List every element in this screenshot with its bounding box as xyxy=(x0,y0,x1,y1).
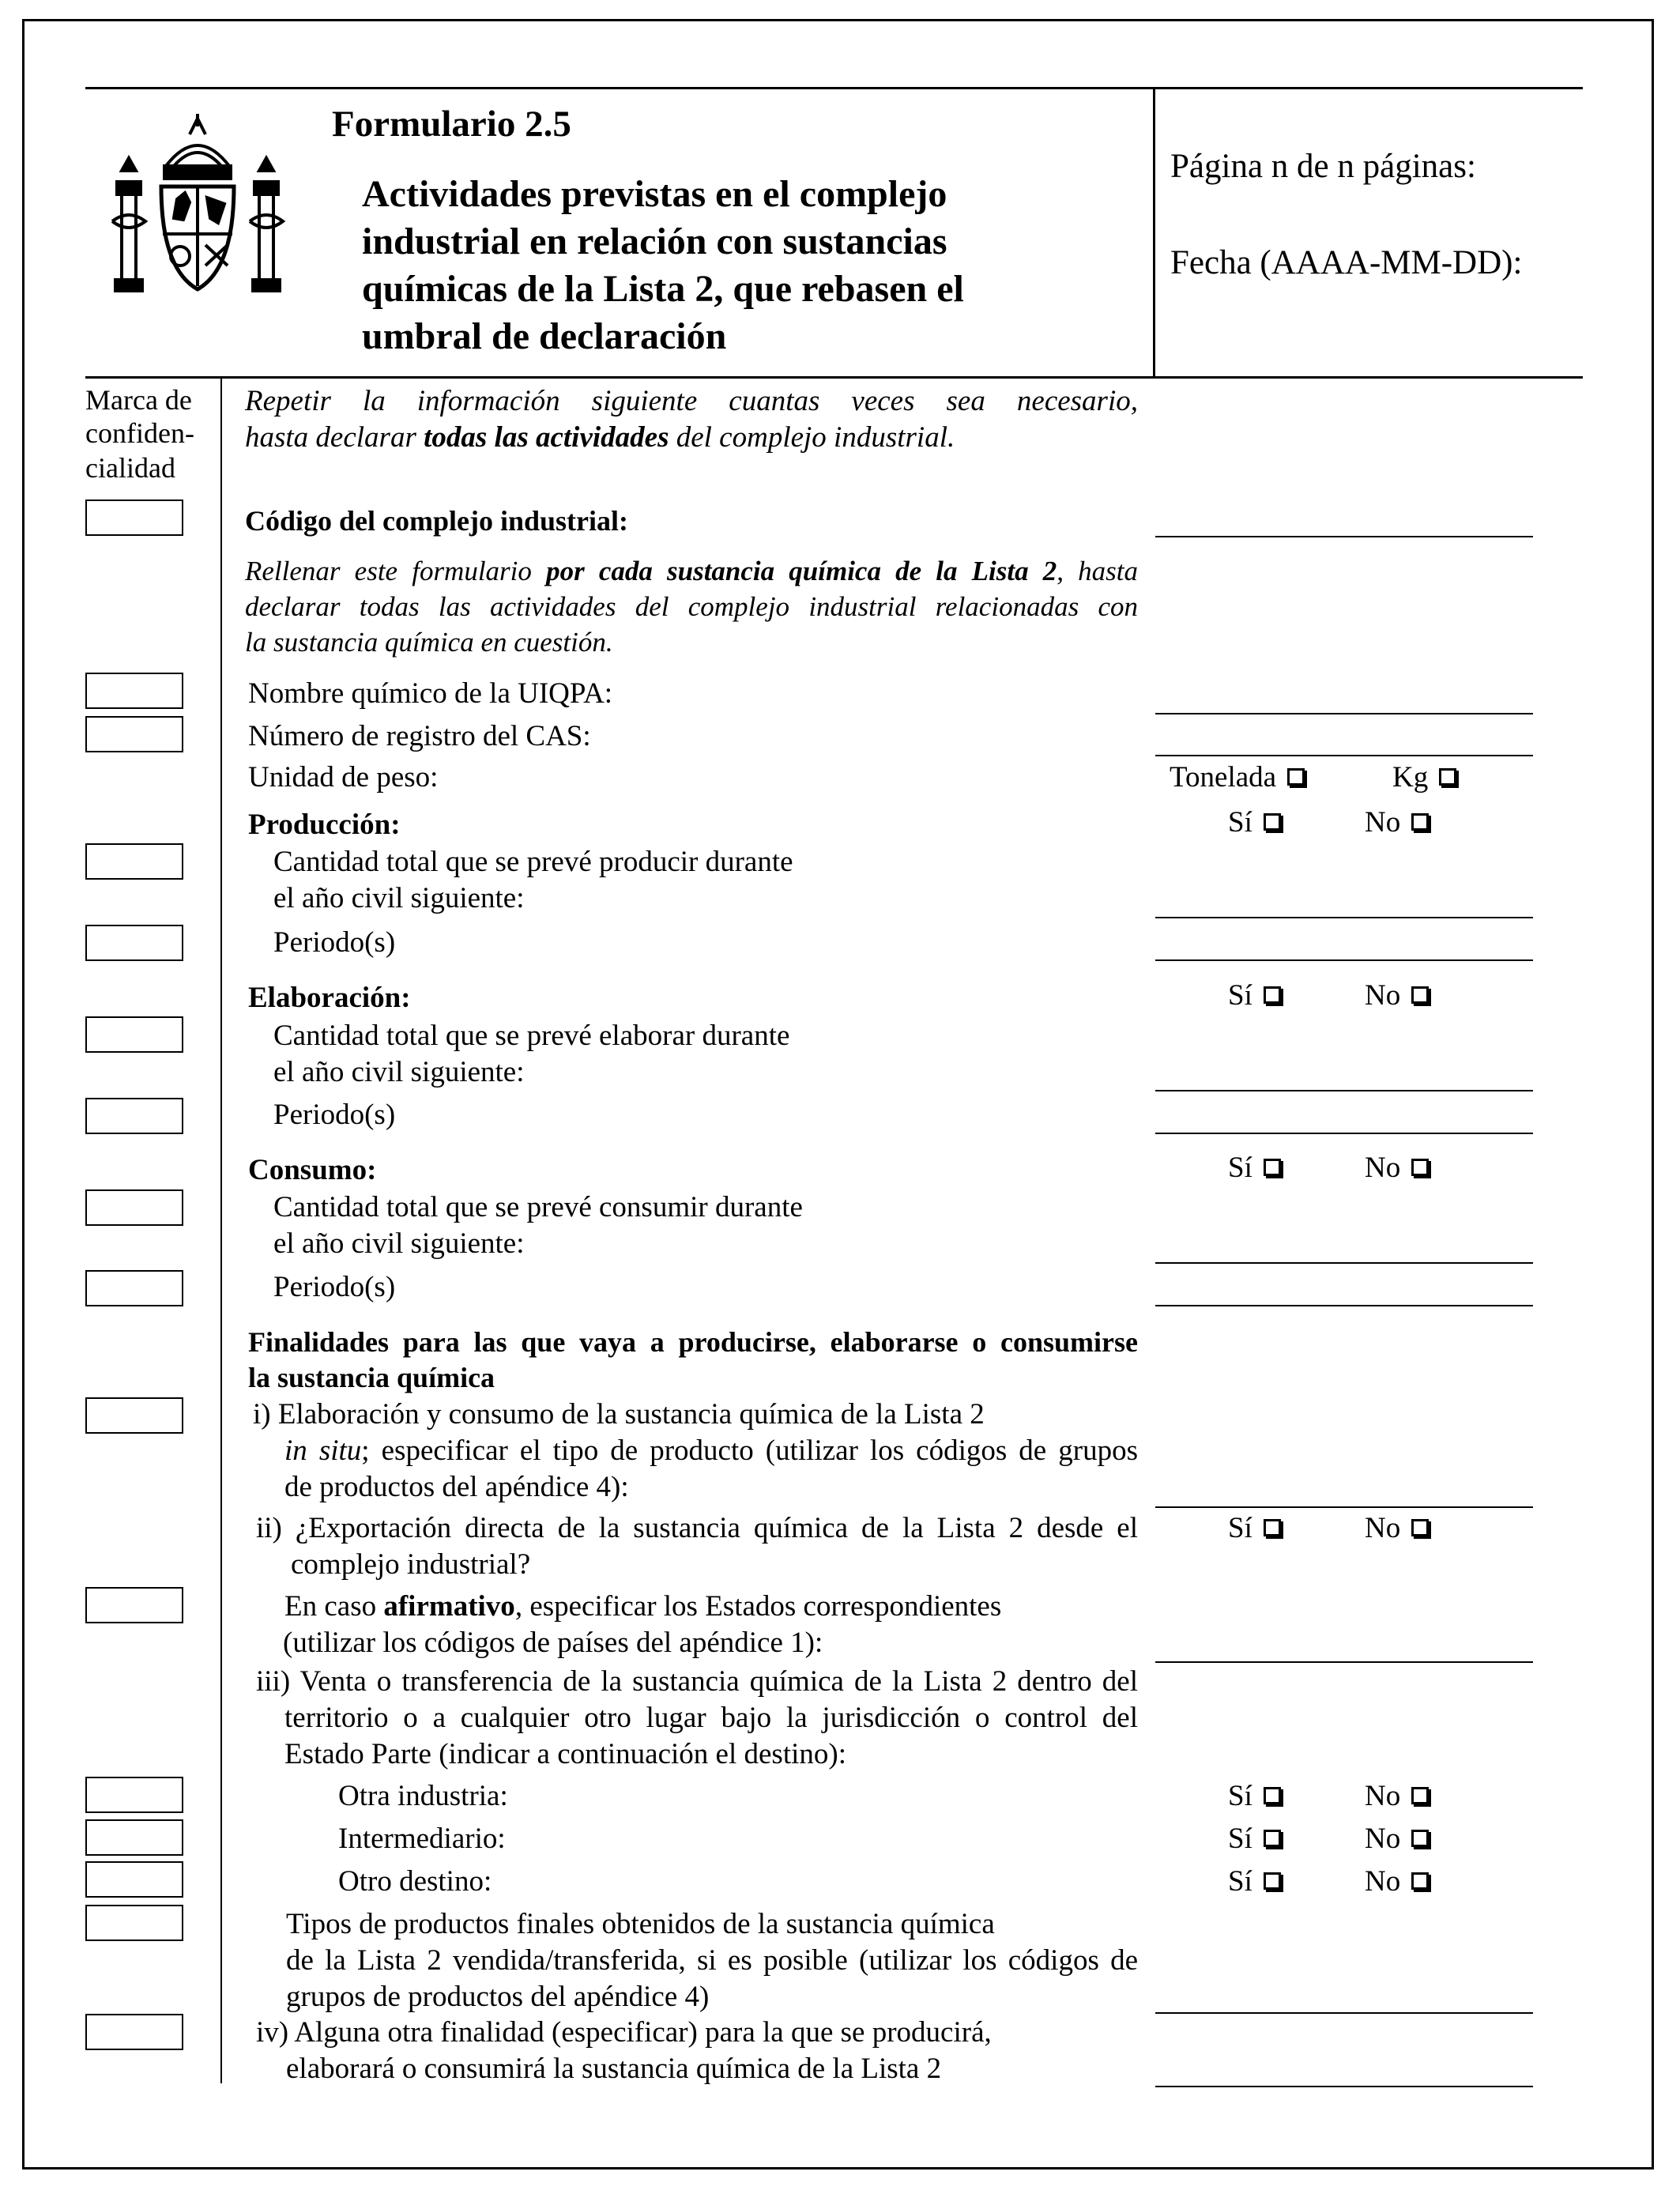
cas-label: Número de registro del CAS: xyxy=(248,720,591,752)
otro-destino-si[interactable]: Sí xyxy=(1228,1864,1281,1900)
finalidad-i-line-1: i) Elaboración y consumo de la sustancia química de la Lista 2 xyxy=(253,1398,985,1431)
coat-of-arms-icon xyxy=(101,111,294,308)
elaboracion-line-2: el año civil siguiente: xyxy=(273,1056,525,1088)
finalidades-title-2: la sustancia química xyxy=(248,1362,495,1393)
consumo-line-2: el año civil siguiente: xyxy=(273,1227,525,1260)
finalidades-title-1: Finalidades para las que vaya a producirse, elaborarse o consumirse xyxy=(248,1326,1138,1358)
margin-column-rule xyxy=(220,376,222,2083)
marca-label-3: cialidad xyxy=(85,452,175,484)
elaboracion-title: Elaboración: xyxy=(248,982,411,1014)
otro-destino-label: Otro destino: xyxy=(338,1865,492,1898)
nombre-label: Nombre químico de la UIQPA: xyxy=(248,677,613,710)
consumo-line-1: Cantidad total que se prevé consumir durante xyxy=(273,1191,803,1223)
confidentiality-checkbox-produccion-periodo[interactable] xyxy=(85,925,183,961)
intermediario-no[interactable]: No xyxy=(1365,1821,1429,1857)
date-label: Fecha (AAAA-MM-DD): xyxy=(1170,244,1523,281)
finalidad-iv-line-1: iv) Alguna otra finalidad (especificar) para la que se producirá, xyxy=(256,2016,992,2049)
produccion-no-checkbox[interactable] xyxy=(1411,813,1429,831)
produccion-si-checkbox[interactable] xyxy=(1264,813,1281,831)
header-divider xyxy=(1153,87,1155,376)
confidentiality-checkbox-otra-industria[interactable] xyxy=(85,1777,183,1813)
finalidad-ii-line-3: En caso afirmativo, especificar los Estados correspondientes xyxy=(284,1590,1002,1623)
form-number: Formulario 2.5 xyxy=(332,104,571,145)
finalidad-ii-line-2: complejo industrial? xyxy=(291,1548,531,1581)
kg-checkbox[interactable] xyxy=(1439,768,1456,786)
finalidad-i-input-line[interactable] xyxy=(1155,1506,1533,1508)
kg-option[interactable]: Kg xyxy=(1392,760,1456,796)
consumo-si[interactable]: Sí xyxy=(1228,1150,1281,1186)
consumo-periodo: Periodo(s) xyxy=(273,1271,396,1303)
otra-industria-si[interactable]: Sí xyxy=(1228,1778,1281,1815)
cas-input-line[interactable] xyxy=(1155,755,1533,756)
exportacion-si[interactable]: Sí xyxy=(1228,1510,1281,1547)
elaboracion-cantidad-line[interactable] xyxy=(1155,1090,1533,1091)
produccion-title: Producción: xyxy=(248,809,401,841)
confidentiality-checkbox-finalidad-ii[interactable] xyxy=(85,1587,183,1623)
consumo-title: Consumo: xyxy=(248,1154,377,1186)
otra-industria-no[interactable]: No xyxy=(1365,1778,1429,1815)
nombre-input-line[interactable] xyxy=(1155,713,1533,714)
confidentiality-checkbox-finalidad-i[interactable] xyxy=(85,1397,183,1434)
tipos-line-1: Tipos de productos finales obtenidos de la sustancia química xyxy=(286,1908,995,1940)
confidentiality-checkbox-tipos[interactable] xyxy=(85,1905,183,1941)
otro-destino-no-checkbox[interactable] xyxy=(1411,1872,1429,1890)
confidentiality-checkbox-nombre[interactable] xyxy=(85,673,183,709)
confidentiality-checkbox-elaboracion-periodo[interactable] xyxy=(85,1098,183,1134)
intro-line-1: Repetir la información siguiente cuantas veces sea necesario, xyxy=(245,385,1138,417)
confidentiality-checkbox-otro-destino[interactable] xyxy=(85,1861,183,1898)
confidentiality-checkbox-elaboracion-cantidad[interactable] xyxy=(85,1016,183,1053)
finalidad-ii-line-4: (utilizar los códigos de países del apéndice 1): xyxy=(283,1627,823,1659)
header-top-rule xyxy=(85,87,1583,89)
finalidad-ii-line-1: ii) ¿Exportación directa de la sustancia química de la Lista 2 desde el xyxy=(256,1512,1138,1544)
exportacion-si-checkbox[interactable] xyxy=(1264,1519,1281,1536)
tipos-line-3: grupos de productos del apéndice 4) xyxy=(286,1981,710,2013)
intro-line-2: hasta declarar todas las actividades del complejo industrial. xyxy=(245,421,955,454)
confidentiality-checkbox-codigo[interactable] xyxy=(85,499,183,536)
produccion-cantidad-line[interactable] xyxy=(1155,917,1533,918)
codigo-input-line[interactable] xyxy=(1155,536,1533,537)
finalidad-iii-line-1: iii) Venta o transferencia de la sustancia química de la Lista 2 dentro del xyxy=(256,1665,1138,1698)
tipos-input-line[interactable] xyxy=(1155,2012,1533,2014)
tonelada-checkbox[interactable] xyxy=(1287,768,1305,786)
confidentiality-checkbox-intermediario[interactable] xyxy=(85,1819,183,1856)
elaboracion-line-1: Cantidad total que se prevé elaborar durante xyxy=(273,1020,790,1052)
otro-destino-no[interactable]: No xyxy=(1365,1864,1429,1900)
confidentiality-checkbox-finalidad-iv[interactable] xyxy=(85,2014,183,2050)
page-count-label: Página n de n páginas: xyxy=(1170,148,1476,185)
instruction-line-2: declarar todas las actividades del complejo industrial relacionadas con xyxy=(245,591,1138,622)
intermediario-si[interactable]: Sí xyxy=(1228,1821,1281,1857)
consumo-no[interactable]: No xyxy=(1365,1150,1429,1186)
unidad-label: Unidad de peso: xyxy=(248,761,439,794)
codigo-label: Código del complejo industrial: xyxy=(245,505,629,537)
finalidad-i-line-3: de productos del apéndice 4): xyxy=(284,1471,629,1503)
otro-destino-si-checkbox[interactable] xyxy=(1264,1872,1281,1890)
finalidad-iii-line-2: territorio o a cualquier otro lugar bajo la jurisdicción o control del xyxy=(284,1702,1138,1734)
marca-label-1: Marca de xyxy=(85,384,192,416)
form-title: Actividades previstas en el complejo industrial en relación con sustancias químicas de la Lista 2, que rebasen el umbral de declaración xyxy=(362,173,964,357)
consumo-cantidad-line[interactable] xyxy=(1155,1262,1533,1264)
elaboracion-no[interactable]: No xyxy=(1365,978,1429,1014)
produccion-line-1: Cantidad total que se prevé producir durante xyxy=(273,846,793,878)
confidentiality-checkbox-consumo-cantidad[interactable] xyxy=(85,1189,183,1226)
exportacion-no-checkbox[interactable] xyxy=(1411,1519,1429,1536)
consumo-si-checkbox[interactable] xyxy=(1264,1159,1281,1176)
confidentiality-checkbox-cas[interactable] xyxy=(85,716,183,752)
elaboracion-periodo-line[interactable] xyxy=(1155,1133,1533,1134)
header-bottom-rule xyxy=(85,376,1583,379)
instruction-line-3: la sustancia química en cuestión. xyxy=(245,627,613,658)
produccion-periodo: Periodo(s) xyxy=(273,926,396,959)
elaboracion-periodo: Periodo(s) xyxy=(273,1099,396,1131)
confidentiality-checkbox-produccion-cantidad[interactable] xyxy=(85,843,183,880)
produccion-no[interactable]: No xyxy=(1365,805,1429,841)
consumo-no-checkbox[interactable] xyxy=(1411,1159,1429,1176)
finalidad-iii-line-3: Estado Parte (indicar a continuación el destino): xyxy=(284,1738,846,1770)
confidentiality-checkbox-consumo-periodo[interactable] xyxy=(85,1270,183,1306)
estados-input-line[interactable] xyxy=(1155,1661,1533,1663)
elaboracion-si[interactable]: Sí xyxy=(1228,978,1281,1014)
consumo-periodo-line[interactable] xyxy=(1155,1305,1533,1306)
finalidad-iv-input-line[interactable] xyxy=(1155,2086,1533,2087)
produccion-periodo-line[interactable] xyxy=(1155,959,1533,961)
otra-industria-no-checkbox[interactable] xyxy=(1411,1787,1429,1804)
instruction-line-1: Rellenar este formulario por cada sustancia química de la Lista 2, hasta xyxy=(245,556,1138,586)
marca-label-2: confiden- xyxy=(85,417,194,449)
intermediario-si-checkbox[interactable] xyxy=(1264,1830,1281,1847)
finalidad-iv-line-2: elaborará o consumirá la sustancia química de la Lista 2 xyxy=(286,2053,942,2085)
intermediario-no-checkbox[interactable] xyxy=(1411,1830,1429,1847)
tipos-line-2: de la Lista 2 vendida/transferida, si es posible (utilizar los códigos de xyxy=(286,1944,1138,1977)
otra-industria-label: Otra industria: xyxy=(338,1780,508,1812)
produccion-si[interactable]: Sí xyxy=(1228,805,1281,841)
finalidad-i-line-2: in situ; especificar el tipo de producto (utilizar los códigos de grupos xyxy=(284,1434,1138,1467)
intermediario-label: Intermediario: xyxy=(338,1823,506,1855)
elaboracion-no-checkbox[interactable] xyxy=(1411,986,1429,1004)
elaboracion-si-checkbox[interactable] xyxy=(1264,986,1281,1004)
tonelada-option[interactable]: Tonelada xyxy=(1170,760,1305,796)
exportacion-no[interactable]: No xyxy=(1365,1510,1429,1547)
otra-industria-si-checkbox[interactable] xyxy=(1264,1787,1281,1804)
produccion-line-2: el año civil siguiente: xyxy=(273,882,525,914)
